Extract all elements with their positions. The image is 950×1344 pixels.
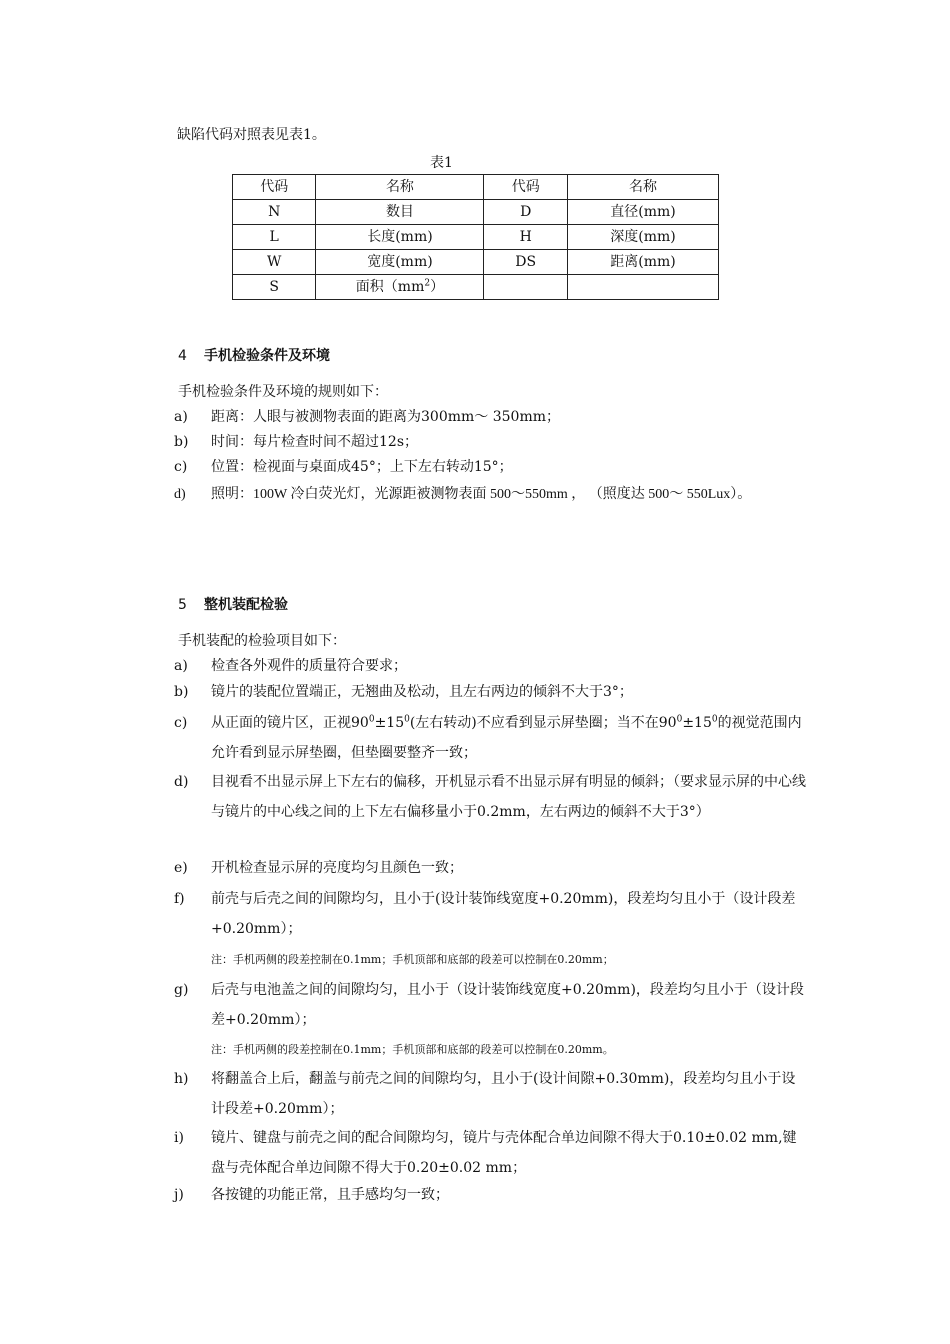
list-text: 时间：每片检查时间不超过12s； — [211, 434, 418, 450]
list-marker: a) — [174, 409, 188, 425]
table-cell: S — [233, 275, 316, 300]
list-marker: b) — [174, 684, 189, 700]
table-cell: 距离(mm) — [567, 250, 718, 275]
list-text: 镜片、键盘与前壳之间的配合间隙均匀，镜片与壳体配合单边间隙不得大于0.10±0.02 mm,键盘与壳体配合单边间隙不得大于0.20±0.02 mm； — [211, 1130, 797, 1176]
list-text: 从正面的镜片区，正视$90^0\pm 15^0$(左右转动)不应看到显示屏垫圈；当不在$90^0\pm 15^0$的视觉范围内允许看到显示屏垫圈，但垫圈要整齐一致； — [211, 714, 802, 761]
table-caption: 表1 — [430, 155, 453, 171]
list-marker: c) — [174, 459, 188, 475]
list-marker: f) — [174, 891, 185, 907]
table-cell: W — [233, 250, 316, 275]
note-text: 注：手机两侧的段差控制在0.1mm；手机顶部和底部的段差可以控制在0.20mm； — [211, 953, 614, 966]
note-text: 注：手机两侧的段差控制在0.1mm；手机顶部和底部的段差可以控制在0.20mm。 — [211, 1043, 614, 1056]
table-header-cell: 代码 — [233, 175, 316, 200]
table-header-cell: 名称 — [316, 175, 484, 200]
table-header-cell: 名称 — [567, 175, 718, 200]
table-row — [233, 275, 719, 300]
section-number: 5 — [178, 597, 187, 613]
table-row — [233, 225, 719, 250]
list-text: 目视看不出显示屏上下左右的偏移，开机显示看不出显示屏有明显的倾斜；（要求显示屏的中心线与镜片的中心线之间的上下左右偏移量小于0.2mm，左右两边的倾斜不大于3°） — [211, 774, 806, 820]
area-label: 面积（mm — [355, 279, 425, 295]
list-text: 镜片的装配位置端正，无翘曲及松动，且左右两边的倾斜不大于3°； — [211, 684, 633, 700]
list-text: 位置：检视面与桌面成45°；上下左右转动15°； — [211, 459, 513, 475]
table-row — [233, 250, 719, 275]
table-cell: 宽度(mm) — [316, 250, 484, 275]
area-superscript: 2 — [424, 278, 431, 289]
list-text: 各按键的功能正常，且手感均匀一致； — [211, 1187, 449, 1203]
list-text: 照明：100W 冷白荧光灯，光源距被测物表面 500～550mm ， （照度达 500～ 550Lux）。 — [211, 487, 752, 502]
list-marker: a) — [174, 658, 188, 674]
table-cell: 直径(mm) — [567, 200, 718, 225]
table-cell: L — [233, 225, 316, 250]
list-marker: b) — [174, 434, 189, 450]
table-cell: 数目 — [316, 200, 484, 225]
list-text: 距离：人眼与被测物表面的距离为300mm～ 350mm； — [211, 409, 560, 425]
list-marker: e) — [174, 860, 188, 876]
defect-code-table — [232, 174, 719, 300]
list-marker: g) — [174, 982, 189, 998]
list-text: 将翻盖合上后，翻盖与前壳之间的间隙均匀，且小于(设计间隙+0.30mm)，段差均匀且小于设计段差+0.20mm）； — [211, 1071, 796, 1117]
list-marker: j) — [174, 1187, 184, 1203]
list-text: 后壳与电池盖之间的间隙均匀，且小于（设计装饰线宽度+0.20mm)，段差均匀且小于（设计段差+0.20mm）； — [211, 982, 804, 1028]
list-marker: d) — [174, 774, 189, 790]
section-title: 手机检验条件及环境 — [204, 348, 330, 364]
section-4-heading — [178, 345, 330, 365]
table-cell — [484, 275, 567, 300]
table-header-row — [233, 175, 719, 200]
section-5-intro: 手机装配的检验项目如下： — [178, 633, 346, 649]
section-title: 整机装配检验 — [204, 597, 288, 613]
table-cell — [567, 275, 718, 300]
table-cell: H — [484, 225, 567, 250]
table-cell: 深度(mm) — [567, 225, 718, 250]
table-row — [233, 200, 719, 225]
list-marker: i) — [174, 1130, 184, 1146]
list-marker: c) — [174, 715, 188, 731]
table-cell: DS — [484, 250, 567, 275]
table-cell: D — [484, 200, 567, 225]
list-text: 前壳与后壳之间的间隙均匀，且小于(设计装饰线宽度+0.20mm)，段差均匀且小于（设计段差+0.20mm）； — [211, 891, 796, 937]
table-cell: N — [233, 200, 316, 225]
list-text: 检查各外观件的质量符合要求； — [211, 658, 407, 674]
table-header-cell: 代码 — [484, 175, 567, 200]
list-text: 开机检查显示屏的亮度均匀且颜色一致； — [211, 860, 463, 876]
list-marker: d) — [174, 487, 186, 502]
table-cell: 长度(mm) — [316, 225, 484, 250]
list-marker: h) — [174, 1071, 189, 1087]
section-5-heading — [178, 594, 288, 614]
area-close: ） — [430, 279, 445, 295]
table-cell-area — [316, 275, 484, 300]
section-4-intro: 手机检验条件及环境的规则如下： — [178, 384, 388, 400]
section-number: 4 — [178, 348, 187, 364]
intro-text: 缺陷代码对照表见表1。 — [177, 127, 326, 143]
